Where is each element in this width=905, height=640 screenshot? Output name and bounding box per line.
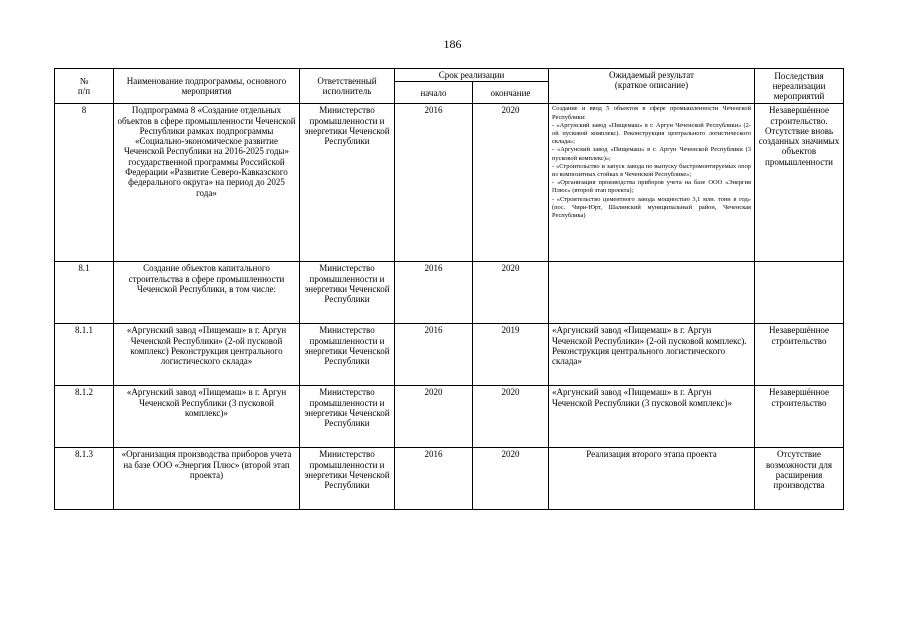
table-row [55, 104, 844, 262]
row-executor: Министерство промышленности и энергетики Чеченской Республики [300, 386, 395, 448]
row-start: 2016 [395, 448, 473, 510]
table-row [55, 448, 844, 510]
row-consequences: Незавершённое строительство [755, 386, 844, 448]
header-executor: Ответственный исполнитель [300, 69, 395, 104]
row-name: «Аргунский завод «Пищемаш» в г. Аргун Чеченской Республики (3 пусковой комплекс)» [114, 386, 300, 448]
row-consequences [755, 262, 844, 324]
row-start: 2016 [395, 262, 473, 324]
header-start: начало [395, 82, 473, 104]
header-name: Наименование подпрограммы, основного мероприятия [114, 69, 300, 104]
header-consequences: Последствия нереализации мероприятий [755, 69, 844, 104]
header-result: Ожидаемый результат (краткое описание) [549, 69, 755, 104]
row-name: Создание объектов капитального строительства в сфере промышленности Чеченской Республики, в том числе: [114, 262, 300, 324]
row-end: 2020 [473, 386, 549, 448]
row-result: «Аргунский завод «Пищемаш» в г. Аргун Чеченской Республики» (2-ой пусковой комплекс). Реконструкция центрального логистического склада» [549, 324, 755, 386]
row-start: 2016 [395, 104, 473, 262]
table-row [55, 324, 844, 386]
row-result [549, 262, 755, 324]
row-name: «Аргунский завод «Пищемаш» в г. Аргун Чеченской Республики» (2-ой пусковой комплекс) Реконструкция центрального логистического склада» [114, 324, 300, 386]
row-num: 8 [55, 104, 114, 262]
table-row [55, 262, 844, 324]
row-num: 8.1 [55, 262, 114, 324]
header-end: окончание [473, 82, 549, 104]
row-end: 2020 [473, 262, 549, 324]
row-result: Создание и ввод 5 объектов в сфере промышленности Чеченской Республики: - «Аргунский завод «Пищемаш» в г. Аргун Чеченской Республики» (2-ой пусковой комплекс). Реконструкция центрального логистического склада»; - «Аргунский завод «Пищемаш» в г. Аргун Чеченской Республики (3 пусковой комплекс)»; - «Строительство и запуск завода по выпуску быстромонтируемых опор из композитных стойках в Чеченской Республике»; - «Организация производства приборов учета на базе ООО «Энергия Плюс» (второй этап проекта); - «Строительство цементного завода мощностью 3,1 млн. тонн в год» (пос. Чири-Юрт, Шалинский муниципальный район, Чеченская Республика) [549, 104, 755, 262]
header-period: Срок реализации [395, 69, 549, 82]
row-executor: Министерство промышленности и энергетики Чеченской Республики [300, 262, 395, 324]
table-row [55, 386, 844, 448]
row-executor: Министерство промышленности и энергетики Чеченской Республики [300, 324, 395, 386]
row-consequences: Отсутствие возможности для расширения производства [755, 448, 844, 510]
row-end: 2019 [473, 324, 549, 386]
row-name: «Организация производства приборов учета на базе ООО «Энергия Плюс» (второй этап проекта) [114, 448, 300, 510]
page-number: 186 [443, 37, 462, 51]
row-start: 2016 [395, 324, 473, 386]
row-result: Реализация второго этапа проекта [549, 448, 755, 510]
row-consequences: Незавершённое строительство [755, 324, 844, 386]
row-end: 2020 [473, 448, 549, 510]
row-executor: Министерство промышленности и энергетики Чеченской Республики [300, 448, 395, 510]
row-num: 8.1.1 [55, 324, 114, 386]
row-result: «Аргунский завод «Пищемаш» в г. Аргун Чеченской Республики (3 пусковой комплекс)» [549, 386, 755, 448]
row-consequences: Незавершённое строительство. Отсутствие вновь созданных значимых объектов промышленности [755, 104, 844, 262]
row-num: 8.1.2 [55, 386, 114, 448]
program-table [54, 68, 844, 510]
row-start: 2020 [395, 386, 473, 448]
row-name: Подпрограмма 8 «Создание отдельных объектов в сфере промышленности Чеченской Республики рамках подпрограммы «Социально-экономическое развитие Чеченской Республики на 2016-2025 годы» государственной программы Российской Федерации «Развитие Северо-Кавказского федерального округа» на период до 2025 года» [114, 104, 300, 262]
row-num: 8.1.3 [55, 448, 114, 510]
header-num: № п/п [55, 69, 114, 104]
row-executor: Министерство промышленности и энергетики Чеченской Республики [300, 104, 395, 262]
row-end: 2020 [473, 104, 549, 262]
